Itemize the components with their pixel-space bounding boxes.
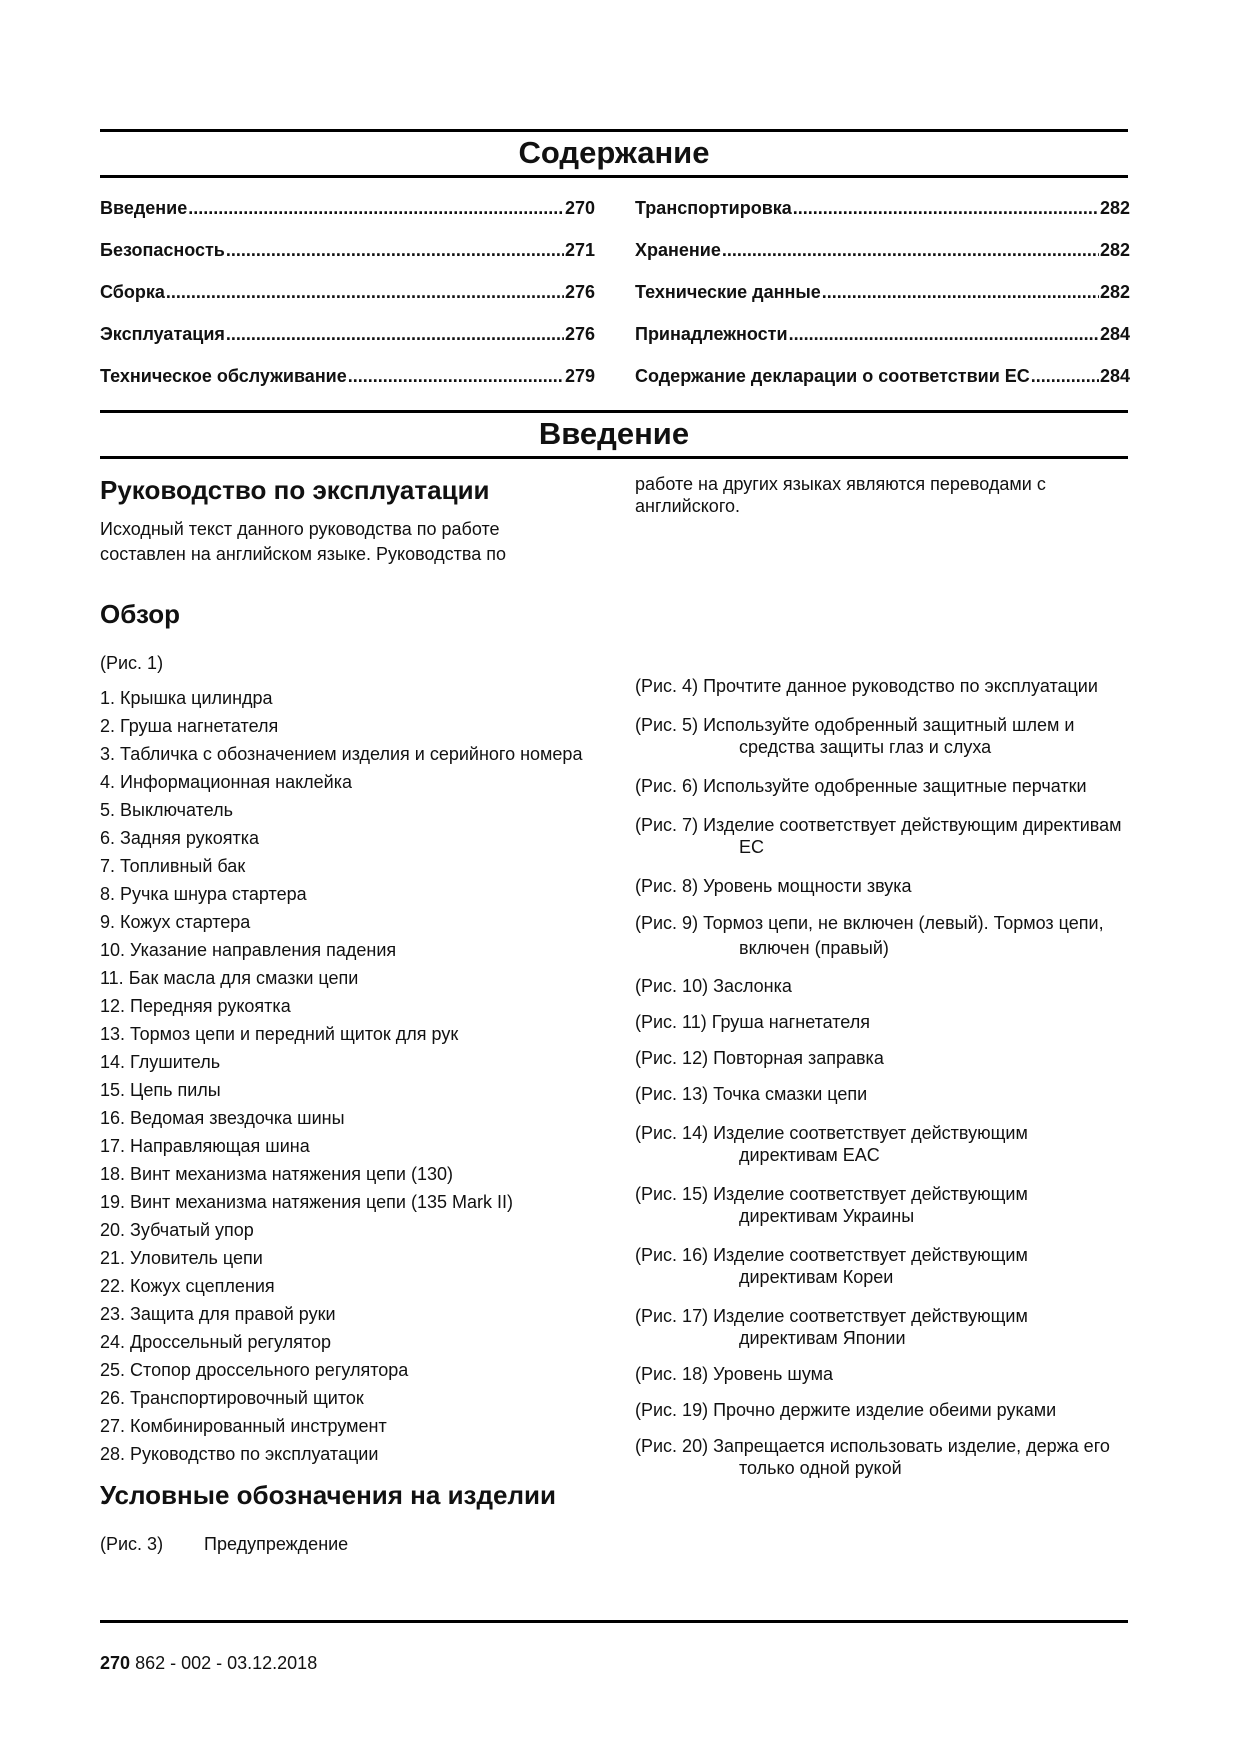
- list-item: 23. Защита для правой руки: [100, 1304, 336, 1324]
- symbols-heading: Условные обозначения на изделии: [100, 1480, 556, 1510]
- list-item: (Рис. 10) Заслонка: [635, 976, 792, 996]
- list-item: 15. Цепь пилы: [100, 1080, 221, 1100]
- list-item: 26. Транспортировочный щиток: [100, 1388, 364, 1408]
- toc-entry[interactable]: Техническое обслуживание ..... 279: [100, 363, 595, 405]
- toc-entry[interactable]: Эксплуатация ..... 276: [100, 321, 595, 363]
- list-item: 14. Глушитель: [100, 1052, 221, 1072]
- list-item: 27. Комбинированный инструмент: [100, 1416, 387, 1436]
- list-item: 24. Дроссельный регулятор: [100, 1332, 331, 1352]
- list-item: (Рис. 11) Груша нагнетателя: [635, 1012, 870, 1032]
- toc-bottom-rule: [100, 175, 1128, 178]
- toc-entry[interactable]: Транспортировка ..... 282: [635, 195, 1130, 237]
- list-item: (Рис. 8) Уровень мощности звука: [635, 876, 912, 896]
- list-item: (Рис. 13) Точка смазки цепи: [635, 1084, 868, 1104]
- list-item: 12. Передняя рукоятка: [100, 996, 291, 1016]
- list-item: 8. Ручка шнура стартера: [100, 884, 307, 904]
- intro-right-column: [635, 473, 1128, 1478]
- list-item: 20. Зубчатый упор: [100, 1220, 254, 1240]
- list-item: (Рис. 18) Уровень шума: [635, 1364, 834, 1384]
- list-item: (Рис. 14) Изделие соответствует действующим директивам EAC: [635, 1123, 1028, 1165]
- document-code: 862 - 002 - 03.12.2018: [135, 1653, 318, 1673]
- list-item: 28. Руководство по эксплуатации: [100, 1444, 379, 1464]
- list-item: 2. Груша нагнетателя: [100, 716, 279, 736]
- overview-figure-ref: (Рис. 1): [100, 653, 164, 673]
- manual-heading: Руководство по эксплуатации: [100, 475, 490, 505]
- symbols-list: [635, 675, 1128, 1479]
- list-item: (Рис. 9) Тормоз цепи, не включен (левый). Тормоз цепи, включен (правый): [635, 913, 1104, 958]
- symbol-item-first: [100, 1532, 590, 1557]
- list-item: 17. Направляющая шина: [100, 1136, 310, 1156]
- document-page: [100, 0, 1128, 1754]
- parts-list: [100, 686, 590, 1470]
- list-item: 18. Винт механизма натяжения цепи (130): [100, 1164, 453, 1184]
- list-item: 22. Кожух сцепления: [100, 1276, 275, 1296]
- list-item: 3. Табличка с обозначением изделия и серийного номера: [100, 744, 583, 764]
- list-item: 19. Винт механизма натяжения цепи (135 Mark II): [100, 1192, 513, 1212]
- list-item: 7. Топливный бак: [100, 856, 246, 876]
- page-footer: [100, 1650, 317, 1676]
- toc-entry[interactable]: Безопасность ..... 271: [100, 237, 595, 279]
- toc-entry[interactable]: Принадлежности ..... 284: [635, 321, 1130, 363]
- footer-rule: [100, 1620, 1128, 1623]
- toc-entry[interactable]: Введение ..... 270: [100, 195, 595, 237]
- list-item: (Рис. 12) Повторная заправка: [635, 1048, 884, 1068]
- list-item: 9. Кожух стартера: [100, 912, 251, 932]
- list-item: (Рис. 7) Изделие соответствует действующим директивам ЕС: [635, 815, 1122, 857]
- intro-title: Введение: [538, 416, 690, 451]
- overview-heading: Обзор: [100, 599, 180, 629]
- list-item: (Рис. 20) Запрещается использовать изделие, держа его только одной рукой: [635, 1436, 1110, 1478]
- list-item: (Рис. 4) Прочтите данное руководство по эксплуатации: [635, 676, 1098, 696]
- list-item: (Рис. 16) Изделие соответствует действующим директивам Кореи: [635, 1245, 1028, 1287]
- intro-top-rule: [100, 410, 1128, 413]
- toc-top-rule: [100, 129, 1128, 132]
- toc-entry[interactable]: Содержание декларации о соответствии ЕС ..... 284: [635, 363, 1130, 405]
- list-item: 10. Указание направления падения: [100, 940, 397, 960]
- list-item: 16. Ведомая звездочка шины: [100, 1108, 345, 1128]
- symbol-text: Предупреждение: [204, 1534, 349, 1554]
- toc-entry[interactable]: Сборка ..... 276: [100, 279, 595, 321]
- intro-bottom-rule: [100, 456, 1128, 459]
- list-item: 21. Уловитель цепи: [100, 1248, 263, 1268]
- intro-left-column: [100, 473, 590, 1557]
- toc-title: Содержание: [518, 135, 710, 170]
- list-item: (Рис. 17) Изделие соответствует действующим директивам Японии: [635, 1306, 1028, 1348]
- list-item: 13. Тормоз цепи и передний щиток для рук: [100, 1024, 459, 1044]
- list-item: (Рис. 6) Используйте одобренные защитные перчатки: [635, 776, 1087, 796]
- manual-text-left: Исходный текст данного руководства по работе составлен на английском языке. Руководства по: [100, 519, 506, 564]
- list-item: 5. Выключатель: [100, 800, 233, 820]
- manual-text-right: работе на других языках являются переводами с английского.: [635, 474, 1046, 516]
- list-item: 6. Задняя рукоятка: [100, 828, 260, 848]
- page-number: 270: [100, 1653, 131, 1673]
- toc-entry[interactable]: Хранение ..... 282: [635, 237, 1130, 279]
- list-item: (Рис. 5) Используйте одобренный защитный шлем и средства защиты глаз и слуха: [635, 715, 1075, 757]
- list-item: (Рис. 15) Изделие соответствует действующим директивам Украины: [635, 1184, 1028, 1226]
- toc-right-column: [635, 195, 1130, 405]
- list-item: 25. Стопор дроссельного регулятора: [100, 1360, 409, 1380]
- symbol-ref: (Рис. 3): [100, 1534, 164, 1554]
- list-item: (Рис. 19) Прочно держите изделие обеими руками: [635, 1400, 1057, 1420]
- toc-entry[interactable]: Технические данные ..... 282: [635, 279, 1130, 321]
- list-item: 4. Информационная наклейка: [100, 772, 352, 792]
- list-item: 1. Крышка цилиндра: [100, 688, 273, 708]
- list-item: 11. Бак масла для смазки цепи: [100, 968, 359, 988]
- toc-left-column: [100, 195, 595, 405]
